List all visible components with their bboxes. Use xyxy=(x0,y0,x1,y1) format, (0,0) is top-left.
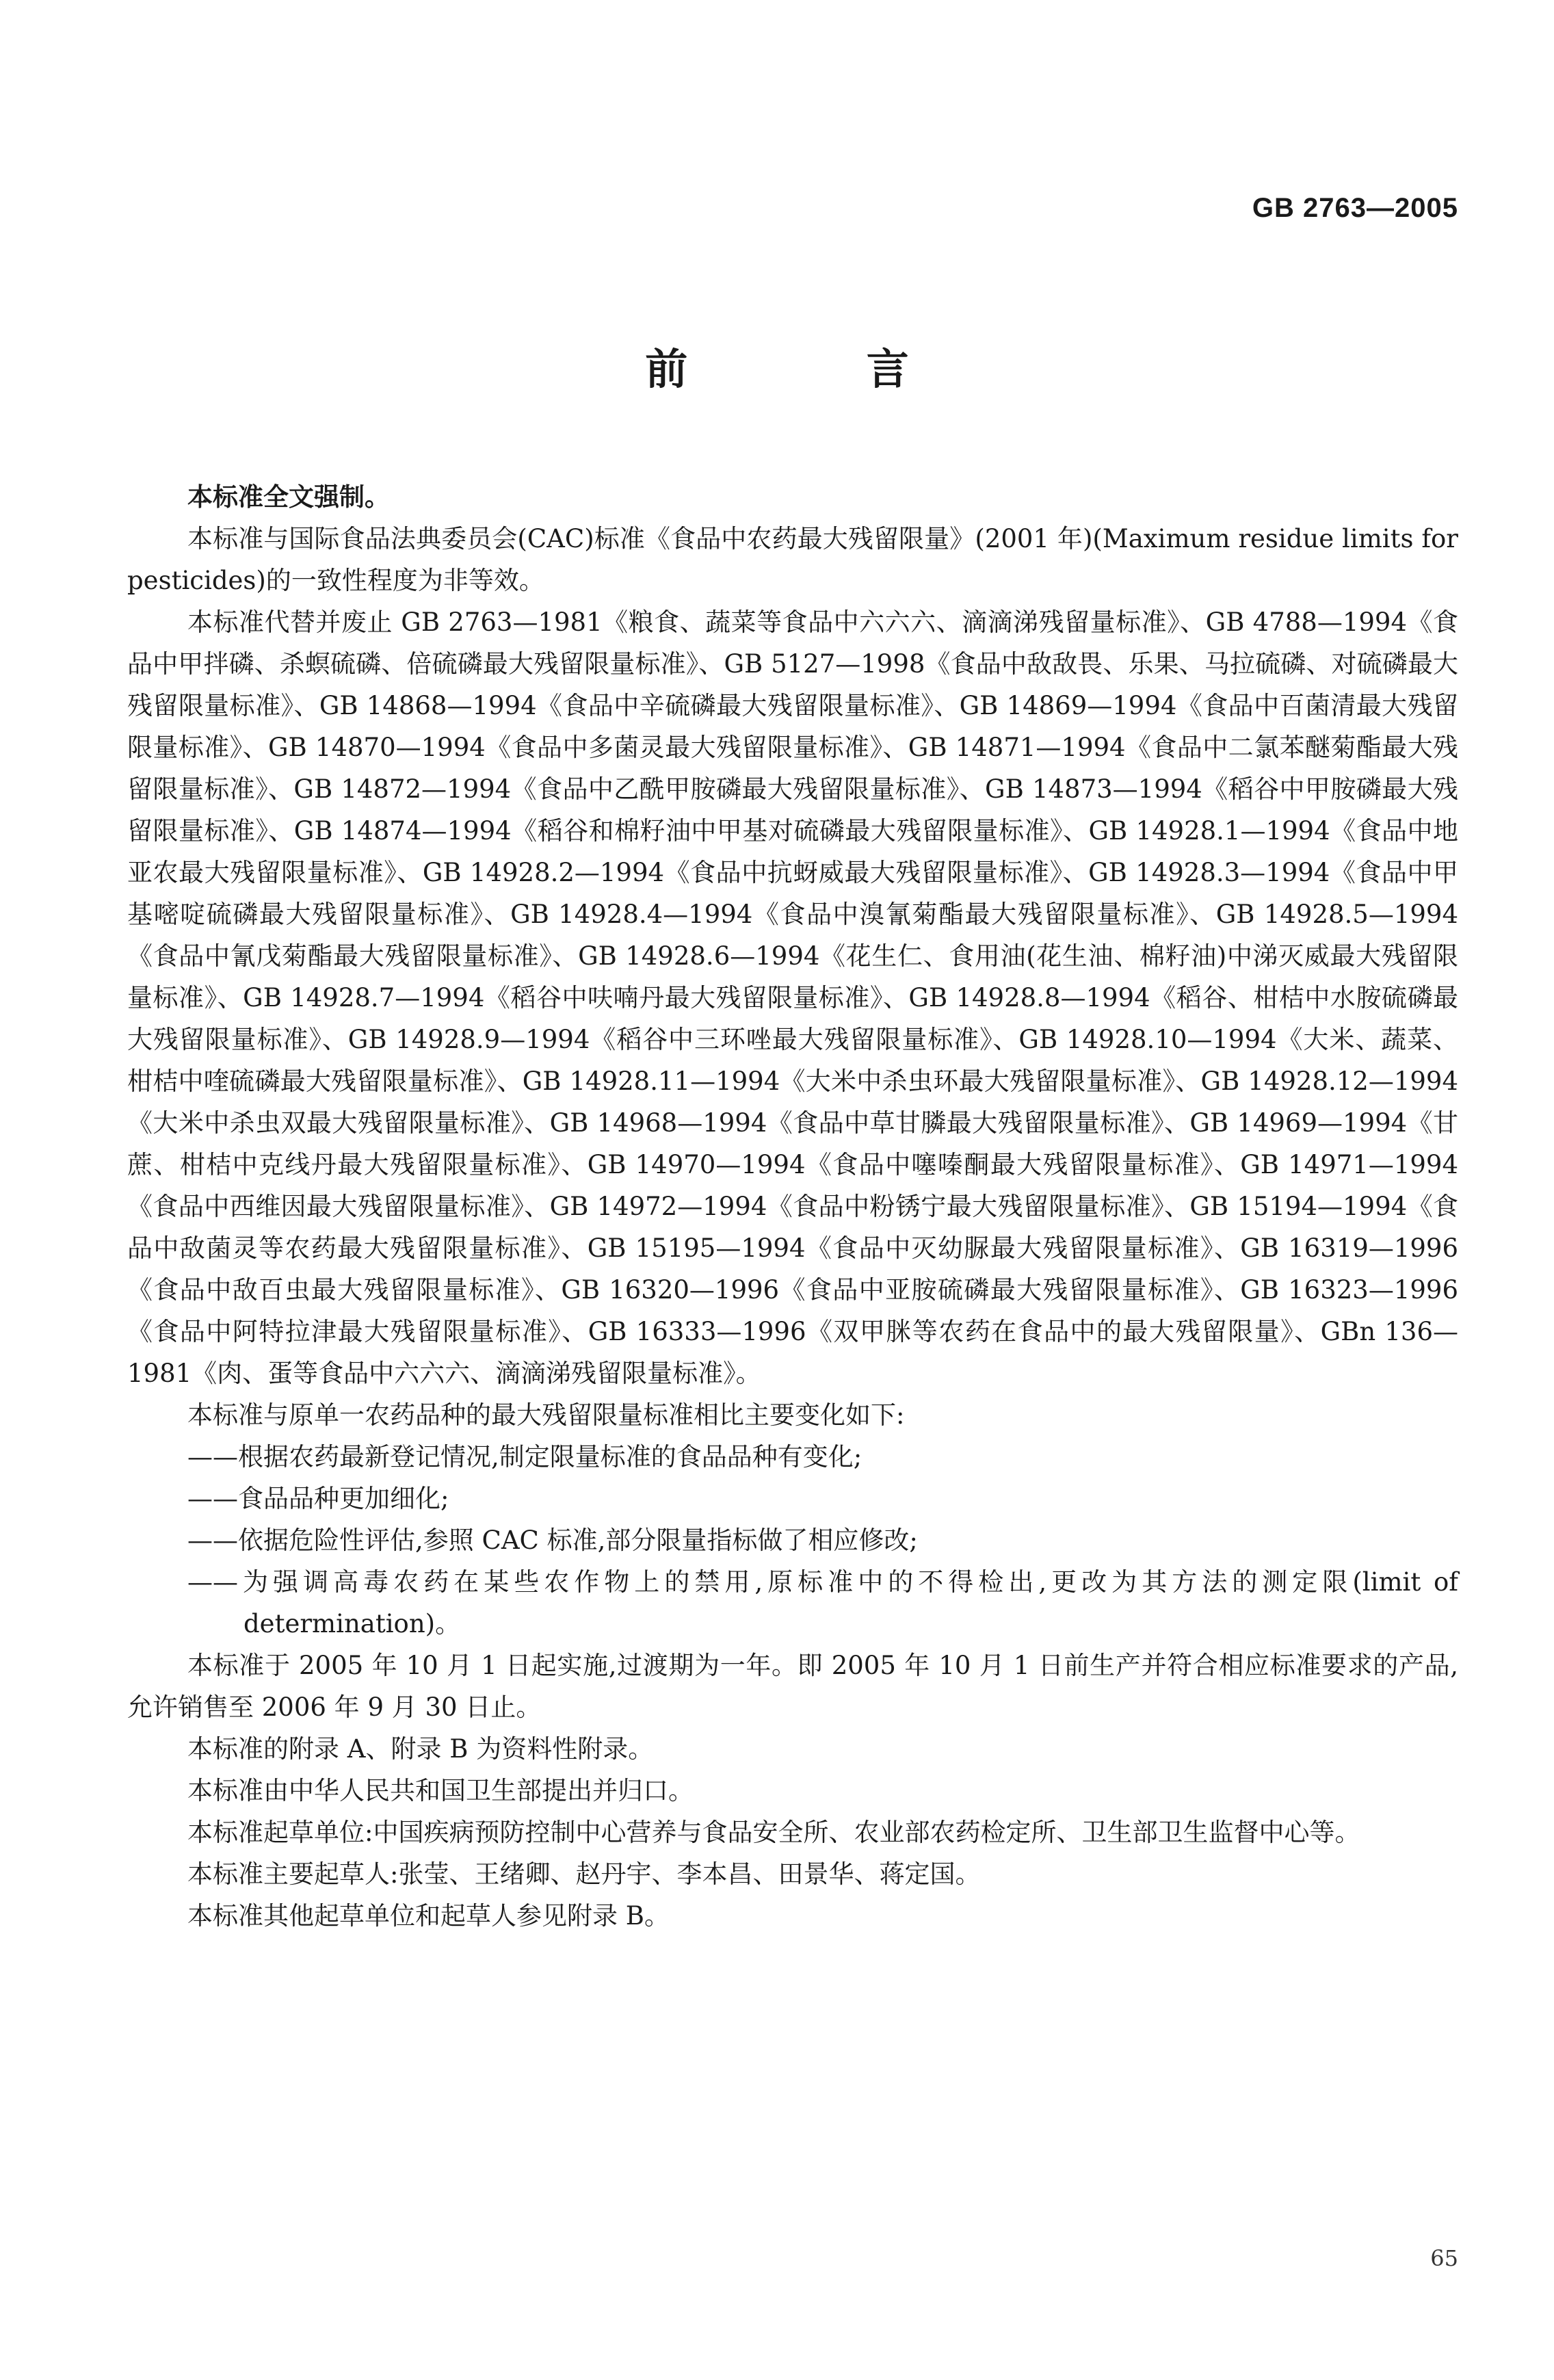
paragraph-proposer: 本标准由中华人民共和国卫生部提出并归口。 xyxy=(187,1776,694,1805)
paragraph-effective-date: 本标准于 2005 年 10 月 1 日起实施,过渡期为一年。即 2005 年 10 月 1 日前生产并符合相应标准要求的产品,允许销售至 2006 年 9 月 30 日止。 xyxy=(127,1651,1458,1722)
paragraph-drafters: 本标准主要起草人:张莹、王绪卿、赵丹宇、李本昌、田景华、蒋定国。 xyxy=(187,1859,981,1889)
page-title: 前 言 xyxy=(645,344,991,394)
document-body xyxy=(127,476,1458,1937)
changes-list xyxy=(127,1436,1458,1645)
list-item: ——依据危险性评估,参照 CAC 标准,部分限量指标做了相应修改; xyxy=(187,1526,918,1555)
list-item: ——根据农药最新登记情况,制定限量标准的食品品种有变化; xyxy=(187,1442,862,1472)
page-number: 65 xyxy=(1430,2245,1458,2271)
list-item: ——食品品种更加细化; xyxy=(187,1484,449,1513)
paragraph-consistency: 本标准与国际食品法典委员会(CAC)标准《食品中农药最大残留限量》(2001 年)(Maximum residue limits for pesticides)的一致性程度为非等效。 xyxy=(127,524,1458,595)
paragraph-appendix: 本标准的附录 A、附录 B 为资料性附录。 xyxy=(187,1734,654,1764)
paragraph-changes-intro: 本标准与原单一农药品种的最大残留限量标准相比主要变化如下: xyxy=(187,1400,905,1430)
paragraph-replaces: 本标准代替并废止 GB 2763—1981《粮食、蔬菜等食品中六六六、滴滴涕残留量标准》、GB 4788—1994《食品中甲拌磷、杀螟硫磷、倍硫磷最大残留限量标准》、GB 5127—1998《食品中敌敌畏、乐果、马拉硫磷、对硫磷最大残留限量标准》、GB 14868—1994《食品中辛硫磷最大残留限量标准》、GB 14869—1994《食品中百菌清最大残留限量标准》、GB 14870—1994《食品中多菌灵最大残留限量标准》、GB 14871—1994《食品中二氯苯醚菊酯最大残留限量标准》、GB 14872—1994《食品中乙酰甲胺磷最大残留限量标准》、GB 14873—1994《稻谷中甲胺磷最大残留限量标准》、GB 14874—1994《稻谷和棉籽油中甲基对硫磷最大残留限量标准》、GB 14928.1—1994《食品中地亚农最大残留限量标准》、GB 14928.2—1994《食品中抗蚜威最大残留限量标准》、GB 14928.3—1994《食品中甲基嘧啶硫磷最大残留限量标准》、GB 14928.4—1994《食品中溴氰菊酯最大残留限量标准》、GB 14928.5—1994《食品中氰戊菊酯最大残留限量标准》、GB 14928.6—1994《花生仁、食用油(花生油、棉籽油)中涕灭威最大残留限量标准》、GB 14928.7—1994《稻谷中呋喃丹最大残留限量标准》、GB 14928.8—1994《稻谷、柑桔中水胺硫磷最大残留限量标准》、GB 14928.9—1994《稻谷中三环唑最大残留限量标准》、GB 14928.10—1994《大米、蔬菜、柑桔中喹硫磷最大残留限量标准》、GB 14928.11—1994《大米中杀虫环最大残留限量标准》、GB 14928.12—1994《大米中杀虫双最大残留限量标准》、GB 14968—1994《食品中草甘膦最大残留限量标准》、GB 14969—1994《甘蔗、柑桔中克线丹最大残留限量标准》、GB 14970—1994《食品中噻嗪酮最大残留限量标准》、GB 14971—1994《食品中西维因最大残留限量标准》、GB 14972—1994《食品中粉锈宁最大残留限量标准》、GB 15194—1994《食品中敌菌灵等农药最大残留限量标准》、GB 15195—1994《食品中灭幼脲最大残留限量标准》、GB 16319—1996《食品中敌百虫最大残留限量标准》、GB 16320—1996《食品中亚胺硫磷最大残留限量标准》、GB 16323—1996《食品中阿特拉津最大残留限量标准》、GB 16333—1996《双甲脒等农药在食品中的最大残留限量》、GBn 136—1981《肉、蛋等食品中六六六、滴滴涕残留限量标准》。 xyxy=(127,607,1458,1388)
paragraph-mandatory: 本标准全文强制。 xyxy=(187,482,390,512)
list-item: ——为强调高毒农药在某些农作物上的禁用,原标准中的不得检出,更改为其方法的测定限(limit of determination)。 xyxy=(187,1567,1458,1638)
paragraph-other-drafters: 本标准其他起草单位和起草人参见附录 B。 xyxy=(187,1901,670,1931)
paragraph-drafting-units: 本标准起草单位:中国疾病预防控制中心营养与食品安全所、农业部农药检定所、卫生部卫生监督中心等。 xyxy=(187,1818,1360,1847)
standard-code: GB 2763—2005 xyxy=(1252,193,1458,223)
